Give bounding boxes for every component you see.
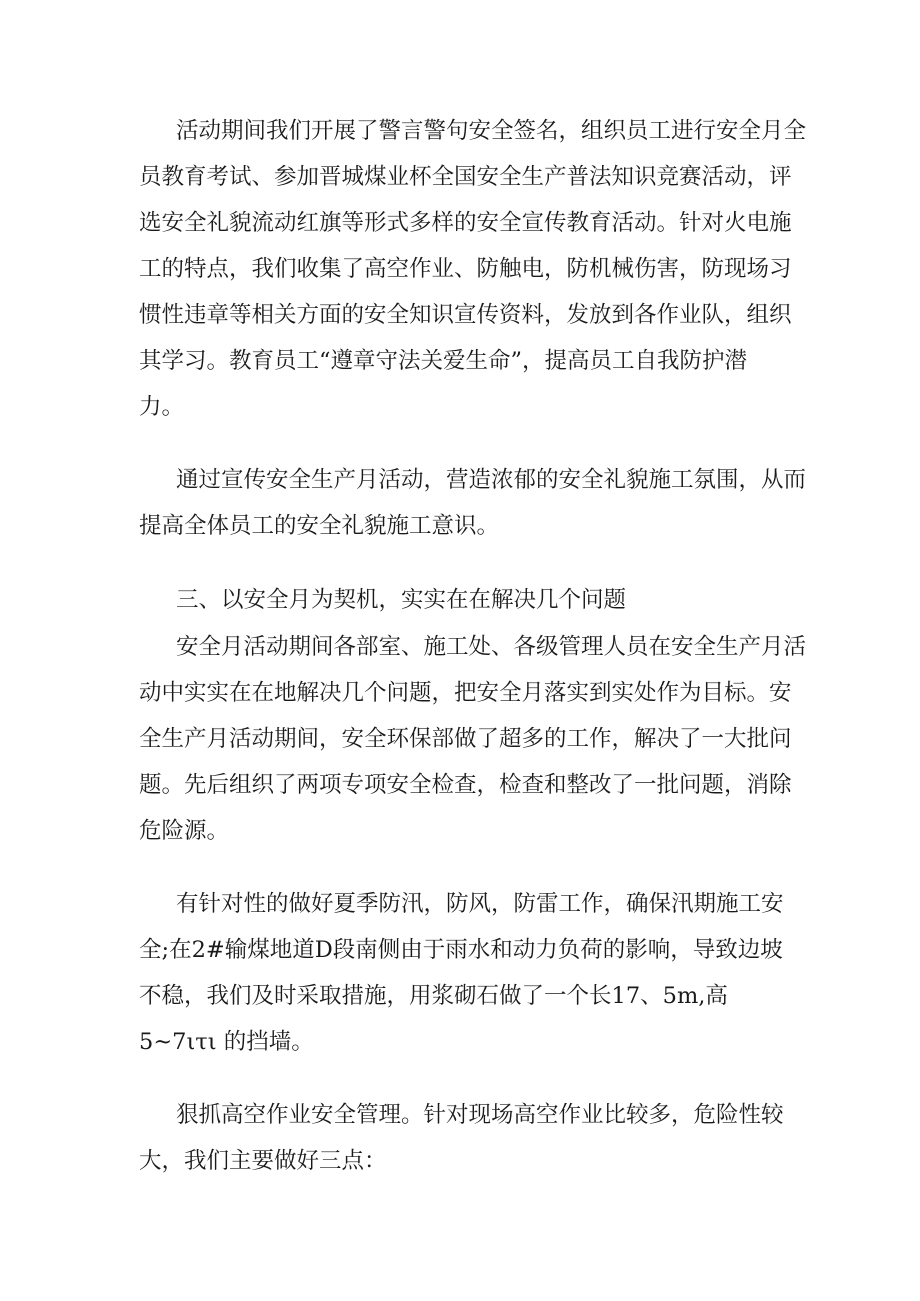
text-line: 题。先后组织了两项专项安全检查，检查和整改了一批问题，消除 bbox=[139, 772, 792, 798]
text-line: 惯性违章等相关方面的安全知识宣传资料，发放到各作业队，组织 bbox=[139, 302, 792, 328]
text-line: 动中实实在在地解决几个问题，把安全月落实到实处作为目标。安 bbox=[139, 680, 792, 706]
text-line: 活动期间我们开展了警言警句安全签名，组织员工进行安全月全 bbox=[176, 118, 807, 144]
text-line: 选安全礼貌流动红旗等形式多样的安全宣传教育活动。针对火电施 bbox=[139, 210, 792, 236]
text-line: 狠抓高空作业安全管理。针对现场高空作业比较多，危险性较 bbox=[176, 1102, 784, 1128]
text-line: 安全月活动期间各部室、施工处、各级管理人员在安全生产月活 bbox=[176, 634, 807, 660]
text-line: 危险源。 bbox=[139, 818, 230, 844]
text-line: 提高全体员工的安全礼貌施工意识。 bbox=[139, 513, 500, 539]
text-line: 大，我们主要做好三点： bbox=[139, 1148, 387, 1174]
text-line: 其学习。教育员工“遵章守法关爱生命”，提高员工自我防护潜 bbox=[139, 348, 748, 374]
text-line: 有针对性的做好夏季防汛，防风，防雷工作，确保汛期施工安 bbox=[176, 891, 784, 917]
section-heading: 三、以安全月为契机，实实在在解决几个问题 bbox=[176, 587, 627, 613]
text-line: 员教育考试、参加晋城煤业杯全国安全生产普法知识竞赛活动，评 bbox=[139, 164, 792, 190]
text-line: 不稳，我们及时采取措施，用浆砌石做了一个长17、5m,高 bbox=[139, 983, 728, 1009]
text-line: 力。 bbox=[139, 394, 185, 420]
text-line: 通过宣传安全生产月活动，营造浓郁的安全礼貌施工氛围，从而 bbox=[176, 467, 807, 493]
text-line: 全生产月活动期间，安全环保部做了超多的工作，解决了一大批问 bbox=[139, 726, 792, 752]
text-line: 全;在2#输煤地道D段南侧由于雨水和动力负荷的影响，导致边坡 bbox=[139, 937, 783, 963]
text-line: 5~7ιτι 的挡墙。 bbox=[139, 1029, 314, 1055]
text-line: 工的特点，我们收集了高空作业、防触电，防机械伤害，防现场习 bbox=[139, 256, 792, 282]
